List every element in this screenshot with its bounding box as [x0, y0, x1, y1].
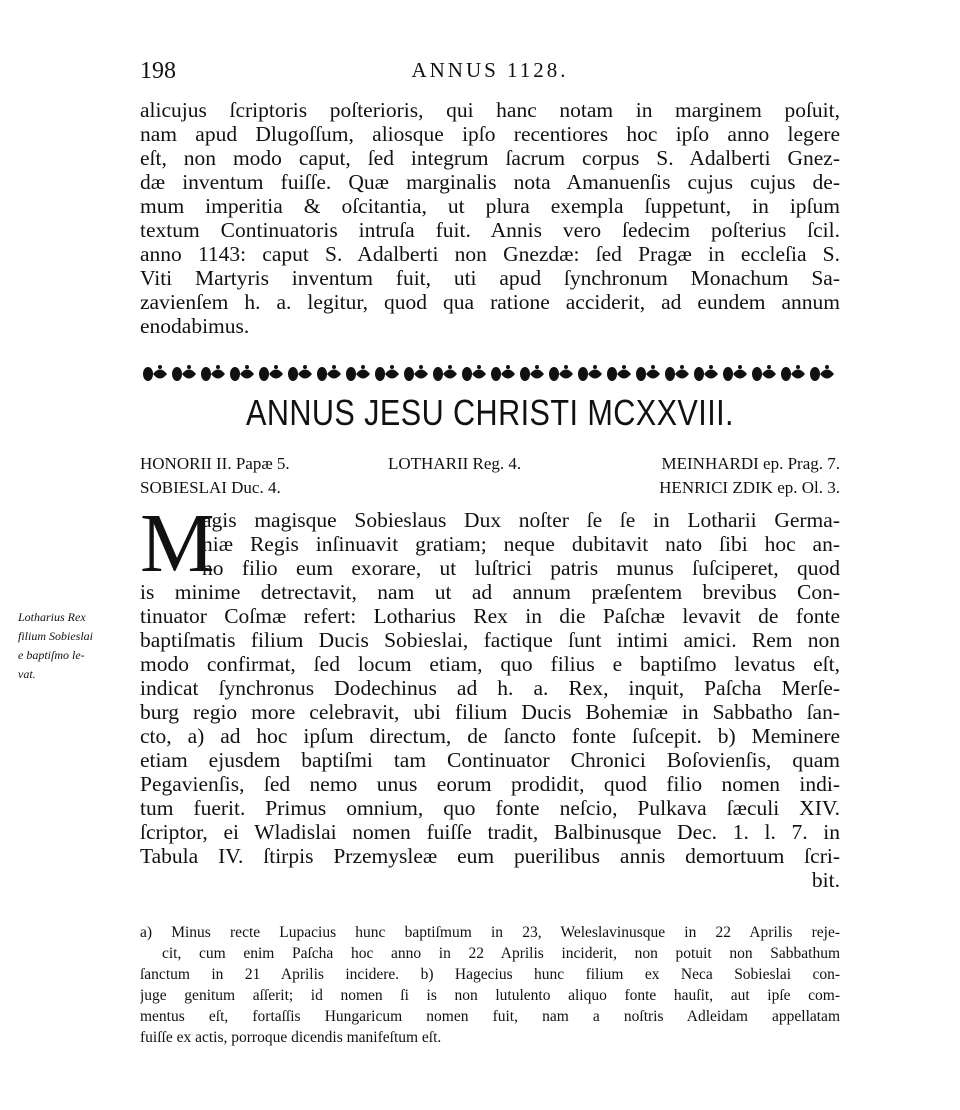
drop-cap: M: [140, 497, 215, 590]
ornament-dot: [303, 365, 307, 369]
ornament-dot: [477, 365, 481, 369]
footnotes: [140, 922, 840, 1048]
ornament-dot: [622, 365, 626, 369]
ornament-dot: [245, 365, 249, 369]
ornament-scroll: [733, 370, 747, 379]
ornament-scroll: [617, 370, 631, 379]
ornament-leaf: [607, 367, 617, 381]
regnal-bishop-olomouc: HENRICI ZDIK ep. Ol. 3.: [659, 478, 840, 497]
continued-paragraph: [140, 98, 840, 338]
ornament-leaf: [462, 367, 472, 381]
text-line: Pegavienſis, ſed nemo unus eorum prodidit, quod filio nomen indi-: [140, 772, 840, 796]
ornament-scroll: [269, 370, 283, 379]
decorative-ornament-rule: [140, 364, 840, 384]
ornament-scroll: [443, 370, 457, 379]
text-line: textum Continuatoris intruſa fuit. Annis vero ſedecim poſterius ſcil.: [140, 218, 840, 242]
ornament-dot: [216, 365, 220, 369]
ornament-graphic: [140, 364, 840, 384]
ornament-dot: [187, 365, 191, 369]
marginal-note-line: Lotharius Rex: [18, 610, 86, 624]
ornament-leaf: [549, 367, 559, 381]
ornament-scroll: [385, 370, 399, 379]
footnote-line: mentus eſt, fortaſſis Hungaricum nomen fuit, nam a noſtris Adleidam appellatam: [140, 1008, 840, 1025]
text-line: tinuator Coſmæ refert: Lotharius Rex in die Paſchæ levavit de fonte: [140, 604, 840, 628]
section-title: ANNUS JESU CHRISTI MCXXVIII.: [246, 392, 734, 433]
marginal-note-line: vat.: [18, 667, 36, 681]
ornament-dot: [738, 365, 742, 369]
ornament-scroll: [356, 370, 370, 379]
ornament-dot: [651, 365, 655, 369]
ornament-leaf: [346, 367, 356, 381]
text-line: etiam ejusdem baptiſmi tam Continuator Chronici Boſovienſis, quam: [140, 748, 840, 772]
regnal-bishop-prague: MEINHARDI ep. Prag. 7.: [661, 454, 840, 473]
regnal-row: [140, 476, 840, 500]
ornament-scroll: [153, 370, 167, 379]
text-line: no filio eum exorare, ut luſtrici patris munus ſuſciperet, quod: [202, 556, 840, 580]
ornament-leaf: [781, 367, 791, 381]
text-line: dæ inventum fuiſſe. Quæ marginalis nota Amanuenſis cujus cujus de-: [140, 170, 840, 194]
ornament-dot: [767, 365, 771, 369]
text-line: modo confirmat, ſed locum etiam, quo filius e baptiſmo levatus eſt,: [140, 652, 840, 676]
ornament-leaf: [404, 367, 414, 381]
ornament-scroll: [559, 370, 573, 379]
ornament-scroll: [472, 370, 486, 379]
ornament-dot: [332, 365, 336, 369]
ornament-dot: [680, 365, 684, 369]
marginal-note-line: filium Sobieslai: [18, 629, 93, 643]
ornament-leaf: [288, 367, 298, 381]
ornament-leaf: [810, 367, 820, 381]
ornament-dot: [390, 365, 394, 369]
text-line: mum imperitia & oſcitantia, ut plura exempla ſuppetunt, in ipſum: [140, 194, 840, 218]
text-line: ſcriptor, ei Wladislai nomen fuiſſe tradit, Balbinusque Dec. 1. l. 7. in: [140, 820, 840, 844]
text-line: niæ Regis inſinuavit gratiam; neque dubitavit nato ſibi hoc an-: [202, 532, 840, 556]
ornament-scroll: [675, 370, 689, 379]
ornament-leaf: [636, 367, 646, 381]
ornament-dot: [564, 365, 568, 369]
ornament-leaf: [172, 367, 182, 381]
ornament-leaf: [143, 367, 153, 381]
ornament-leaf: [694, 367, 704, 381]
text-line: zavienſem h. a. legitur, quod qua ratione acciderit, ad eundem annum: [140, 290, 840, 314]
footnote-line: juge genitum aſſerit; id nomen ſi is non lutulento aliquo fonte hauſit, aut ipſe com-: [140, 987, 840, 1004]
ornament-dot: [274, 365, 278, 369]
marginal-note-line: e baptiſmo le-: [18, 648, 85, 662]
ornament-scroll: [298, 370, 312, 379]
ornament-leaf: [752, 367, 762, 381]
ornament-leaf: [230, 367, 240, 381]
ornament-scroll: [646, 370, 660, 379]
ornament-dot: [535, 365, 539, 369]
ornament-scroll: [327, 370, 341, 379]
ornament-leaf: [259, 367, 269, 381]
regnal-row: [140, 452, 840, 476]
ornament-scroll: [211, 370, 225, 379]
text-line: is minime detrectavit, nam ut ad annum præſentem brevibus Con-: [140, 580, 840, 604]
text-line: burg regio more celebravit, ubi filium Ducis Bohemiæ in Sabbatho ſan-: [140, 700, 840, 724]
ornament-scroll: [704, 370, 718, 379]
ornament-dot: [796, 365, 800, 369]
regnal-king: LOTHARII Reg. 4.: [388, 454, 522, 473]
regnal-years: [140, 452, 840, 500]
text-line: Tabula IV. ſtirpis Przemysleæ eum puerilibus annis demortuum ſcri-: [140, 844, 840, 868]
ornament-dot: [825, 365, 829, 369]
regnal-pope: HONORII II. Papæ 5.: [140, 454, 290, 473]
text-line: tum fuerit. Primus omnium, quo fonte neſcio, Pulkava ſæculi XIV.: [140, 796, 840, 820]
text-line: baptiſmatis filium Ducis Sobieslai, factique ſunt intimi amici. Rem non: [140, 628, 840, 652]
text-line: Viti Martyris inventum fuit, uti apud ſynchronum Monachum Sa-: [140, 266, 840, 290]
ornament-scroll: [820, 370, 834, 379]
text-line: nam apud Dlugoſſum, aliosque ipſo recentiores hoc ipſo anno legere: [140, 122, 840, 146]
ornament-scroll: [762, 370, 776, 379]
footnote-line: fuiſſe ex actis, porroque dicendis manifeſtum eſt.: [140, 1029, 442, 1046]
text-line: alicujus ſcriptoris poſterioris, qui hanc notam in marginem poſuit,: [140, 98, 840, 122]
ornament-scroll: [501, 370, 515, 379]
regnal-duke: SOBIESLAI Duc. 4.: [140, 478, 281, 497]
ornament-leaf: [433, 367, 443, 381]
text-line: eſt, non modo caput, ſed integrum ſacrum corpus S. Adalberti Gnez-: [140, 146, 840, 170]
ornament-scroll: [791, 370, 805, 379]
ornament-dot: [158, 365, 162, 369]
ornament-leaf: [723, 367, 733, 381]
text-line: cto, a) ad hoc ipſum directum, de ſancto fonte ſuſcepit. b) Meminere: [140, 724, 840, 748]
ornament-dot: [448, 365, 452, 369]
ornament-leaf: [317, 367, 327, 381]
ornament-leaf: [201, 367, 211, 381]
text-line: agis magisque Sobieslaus Dux noſter ſe ſe in Lotharii Germa-: [202, 508, 840, 532]
ornament-scroll: [240, 370, 254, 379]
ornament-dot: [361, 365, 365, 369]
ornament-scroll: [414, 370, 428, 379]
ornament-scroll: [530, 370, 544, 379]
page-number: 198: [140, 58, 176, 84]
footnote-line: cit, cum enim Paſcha hoc anno in 22 Aprilis inciderit, non potuit non Sabbathum: [162, 945, 840, 962]
ornament-scroll: [182, 370, 196, 379]
text-line: indicat ſynchronus Dodechinus ad h. a. Rex, inquit, Paſcha Merſe-: [140, 676, 840, 700]
ornament-leaf: [491, 367, 501, 381]
ornament-leaf: [520, 367, 530, 381]
ornament-dot: [709, 365, 713, 369]
ornament-leaf: [375, 367, 385, 381]
main-paragraph: [140, 497, 840, 892]
ornament-leaf: [665, 367, 675, 381]
footnote-line: ſanctum in 21 Aprilis incidere. b) Hagecius hunc filium ex Neca Sobieslai con-: [140, 966, 840, 983]
ornament-dot: [506, 365, 510, 369]
text-line: enodabimus.: [140, 314, 250, 338]
text-line: anno 1143: caput S. Adalberti non Gnezdæ: ſed Pragæ in eccleſia S.: [140, 242, 840, 266]
ornament-dot: [593, 365, 597, 369]
marginal-note: [18, 608, 136, 684]
ornament-leaf: [578, 367, 588, 381]
footnote-line: a) Minus recte Lupacius hunc baptiſmum in 23, Weleslavinusque in 22 Aprilis reje-: [140, 924, 840, 941]
ornament-scroll: [588, 370, 602, 379]
text-line: bit.: [811, 868, 840, 892]
ornament-dot: [419, 365, 423, 369]
page-header: [140, 58, 840, 88]
running-head: ANNUS 1128.: [411, 58, 569, 82]
